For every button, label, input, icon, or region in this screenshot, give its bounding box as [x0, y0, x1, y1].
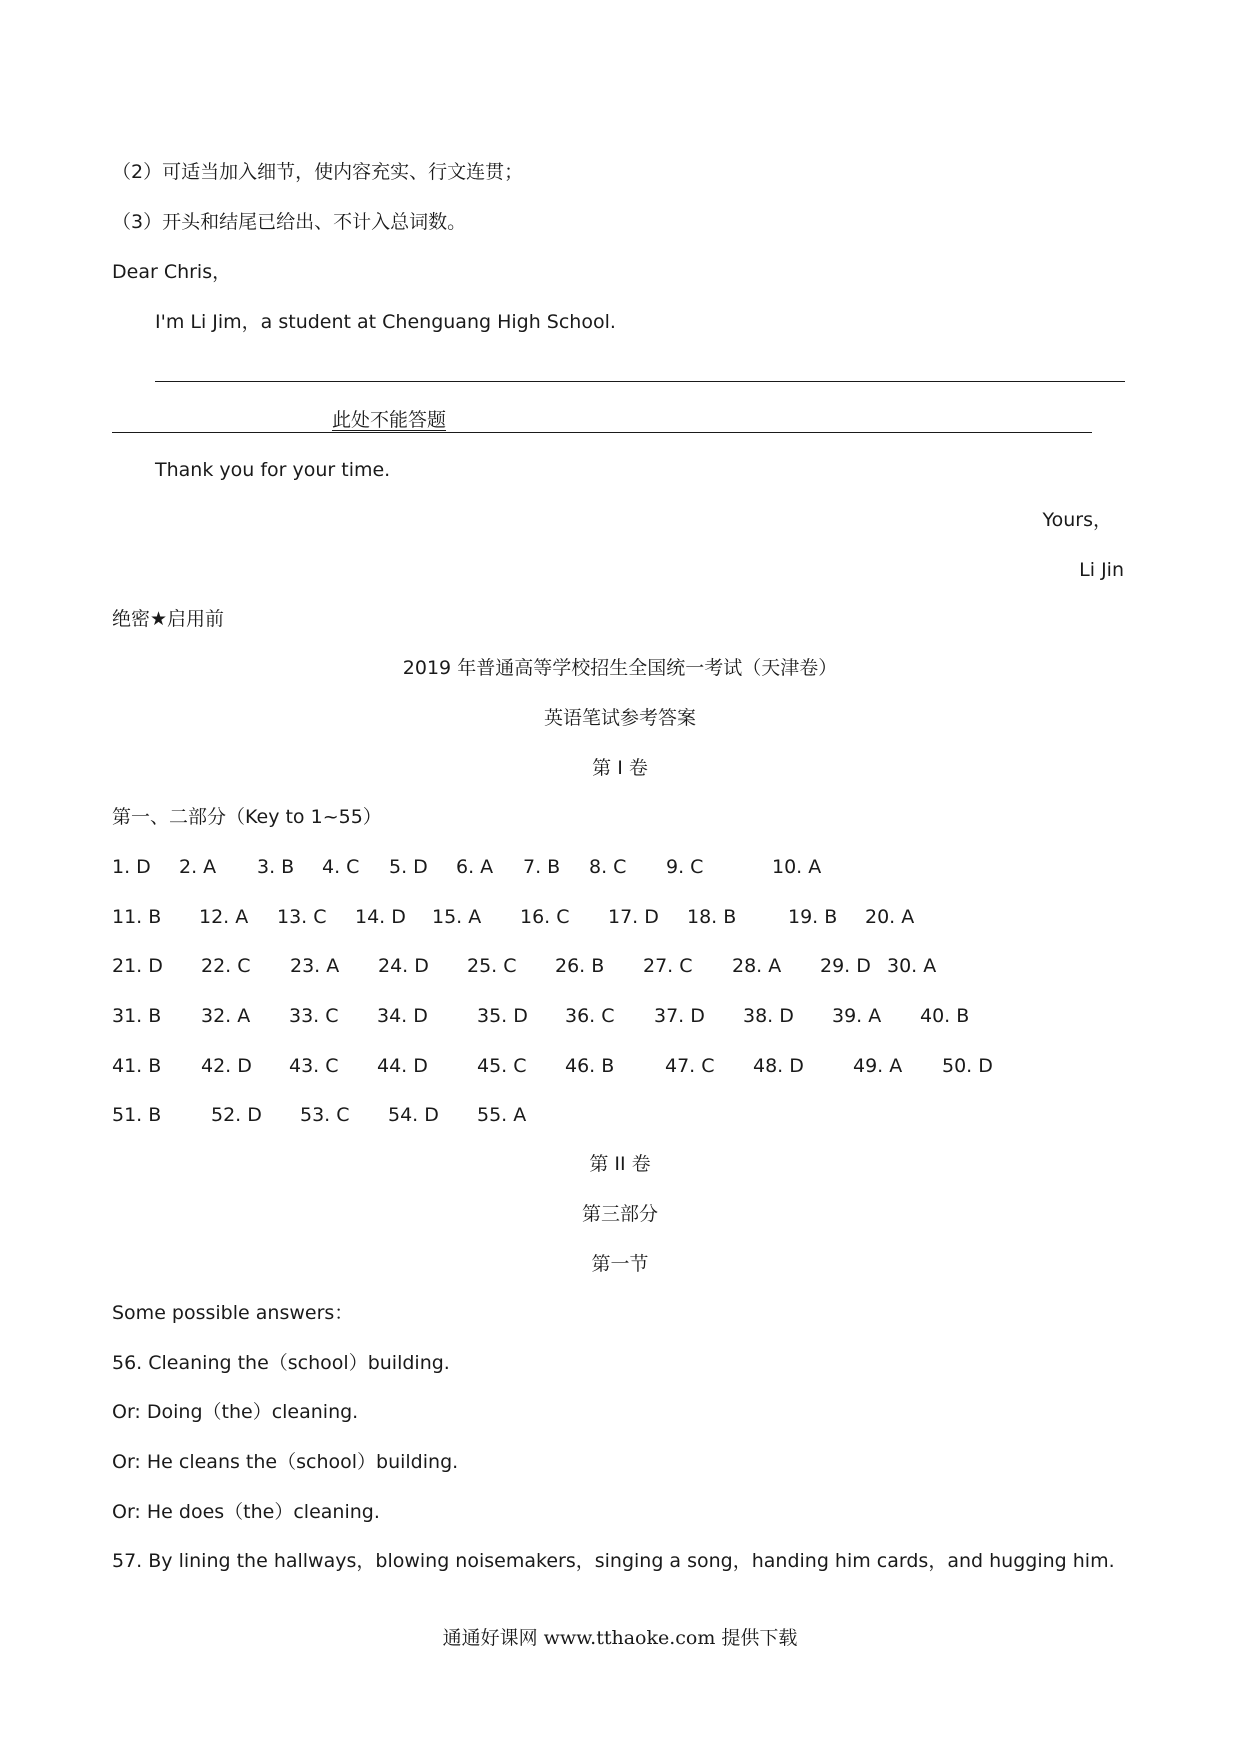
answer-key-item: 50. D	[942, 1055, 993, 1077]
letter-opening: I'm Li Jim，a student at Chenguang High School.	[155, 311, 616, 333]
answers-intro: Some possible answers：	[112, 1302, 354, 1324]
answer-key-item: 13. C	[277, 906, 327, 928]
answer-key-item: 23. A	[290, 955, 340, 977]
answer-key-item: 22. C	[201, 955, 251, 977]
answer-key-item: 21. D	[112, 955, 163, 977]
answer-key-item: 4. C	[322, 856, 360, 878]
answer-key-item: 14. D	[355, 906, 406, 928]
footer-text: 通通好课网 www.tthaoke.com 提供下载	[442, 1627, 798, 1649]
answer-key-item: 5. D	[389, 856, 428, 878]
answer-key-item: 2. A	[179, 856, 217, 878]
answer-key-item: 41. B	[112, 1055, 162, 1077]
answer-key-item: 10. A	[772, 856, 822, 878]
letter-signature: Li Jin	[1079, 559, 1124, 581]
answer-key-item: 42. D	[201, 1055, 252, 1077]
answer-key-item: 31. B	[112, 1005, 162, 1027]
answer-key-item: 12. A	[199, 906, 249, 928]
writing-line-1	[155, 381, 1125, 382]
secret-mark: 绝密★启用前	[112, 608, 225, 630]
answer-57: 57. By lining the hallways，blowing noisemakers，singing a song，handing him cards，and hugging him.	[112, 1550, 1115, 1572]
letter-salutation: Dear Chris，	[112, 261, 232, 283]
answer-key-item: 43. C	[289, 1055, 339, 1077]
instruction-item-3: （3）开头和结尾已给出、不计入总词数。	[112, 211, 467, 233]
answer-key-item: 45. C	[477, 1055, 527, 1077]
answer-key-item: 49. A	[853, 1055, 903, 1077]
answer-key-item: 24. D	[378, 955, 429, 977]
part3-title: 第三部分	[581, 1203, 658, 1225]
exam-subtitle: 英语笔试参考答案	[543, 707, 696, 729]
answer-key-item: 55. A	[477, 1104, 527, 1126]
letter-closing: Thank you for your time.	[155, 459, 391, 481]
answer-key-item: 19. B	[788, 906, 838, 928]
letter-signoff: Yours，	[1042, 509, 1112, 531]
answer-key-item: 28. A	[732, 955, 782, 977]
writing-line-2	[112, 432, 1092, 433]
answer-key-item: 34. D	[377, 1005, 428, 1027]
answer-key-item: 33. C	[289, 1005, 339, 1027]
no-answer-note: 此处不能答题	[332, 409, 447, 431]
answer-key-item: 20. A	[865, 906, 915, 928]
answer-56-alt-1: Or: Doing（the）cleaning.	[112, 1401, 359, 1423]
answer-key-item: 30. A	[887, 955, 937, 977]
answer-key-item: 29. D	[820, 955, 871, 977]
answer-key-item: 36. C	[565, 1005, 615, 1027]
answer-key-item: 7. B	[523, 856, 561, 878]
answer-key-item: 6. A	[456, 856, 494, 878]
answer-key-item: 25. C	[467, 955, 517, 977]
section1-title: 第一节	[591, 1253, 649, 1275]
answer-key-item: 51. B	[112, 1104, 162, 1126]
answer-key-item: 27. C	[643, 955, 693, 977]
answer-key-item: 54. D	[388, 1104, 439, 1126]
answer-key-item: 35. D	[477, 1005, 528, 1027]
answer-key-item: 32. A	[201, 1005, 251, 1027]
answer-key-item: 16. C	[520, 906, 570, 928]
answer-key-item: 17. D	[608, 906, 659, 928]
answer-key-item: 40. B	[920, 1005, 970, 1027]
instruction-item-2: （2）可适当加入细节，使内容充实、行文连贯；	[112, 161, 524, 183]
answer-key-item: 53. C	[300, 1104, 350, 1126]
answer-key-item: 39. A	[832, 1005, 882, 1027]
volume2-title: 第 II 卷	[589, 1153, 651, 1175]
answer-56-alt-3: Or: He does（the）cleaning.	[112, 1501, 380, 1523]
answer-key-item: 44. D	[377, 1055, 428, 1077]
exam-title: 2019 年普通高等学校招生全国统一考试（天津卷）	[402, 657, 838, 679]
part12-heading: 第一、二部分（Key to 1~55）	[112, 806, 382, 828]
answer-key-item: 46. B	[565, 1055, 615, 1077]
answer-key-item: 8. C	[589, 856, 627, 878]
answer-key-item: 37. D	[654, 1005, 705, 1027]
answer-key-item: 38. D	[743, 1005, 794, 1027]
answer-56-alt-2: Or: He cleans the（school）building.	[112, 1451, 459, 1473]
answer-key-item: 15. A	[432, 906, 482, 928]
answer-key-item: 3. B	[257, 856, 295, 878]
answer-key-item: 47. C	[665, 1055, 715, 1077]
answer-key-item: 18. B	[687, 906, 737, 928]
answer-56: 56. Cleaning the（school）building.	[112, 1352, 450, 1374]
answer-key-item: 26. B	[555, 955, 605, 977]
answer-key-item: 48. D	[753, 1055, 804, 1077]
answer-key-item: 1. D	[112, 856, 151, 878]
answer-key-item: 52. D	[211, 1104, 262, 1126]
answer-key-item: 9. C	[666, 856, 704, 878]
volume1-title: 第 I 卷	[592, 757, 648, 779]
answer-key-item: 11. B	[112, 906, 162, 928]
